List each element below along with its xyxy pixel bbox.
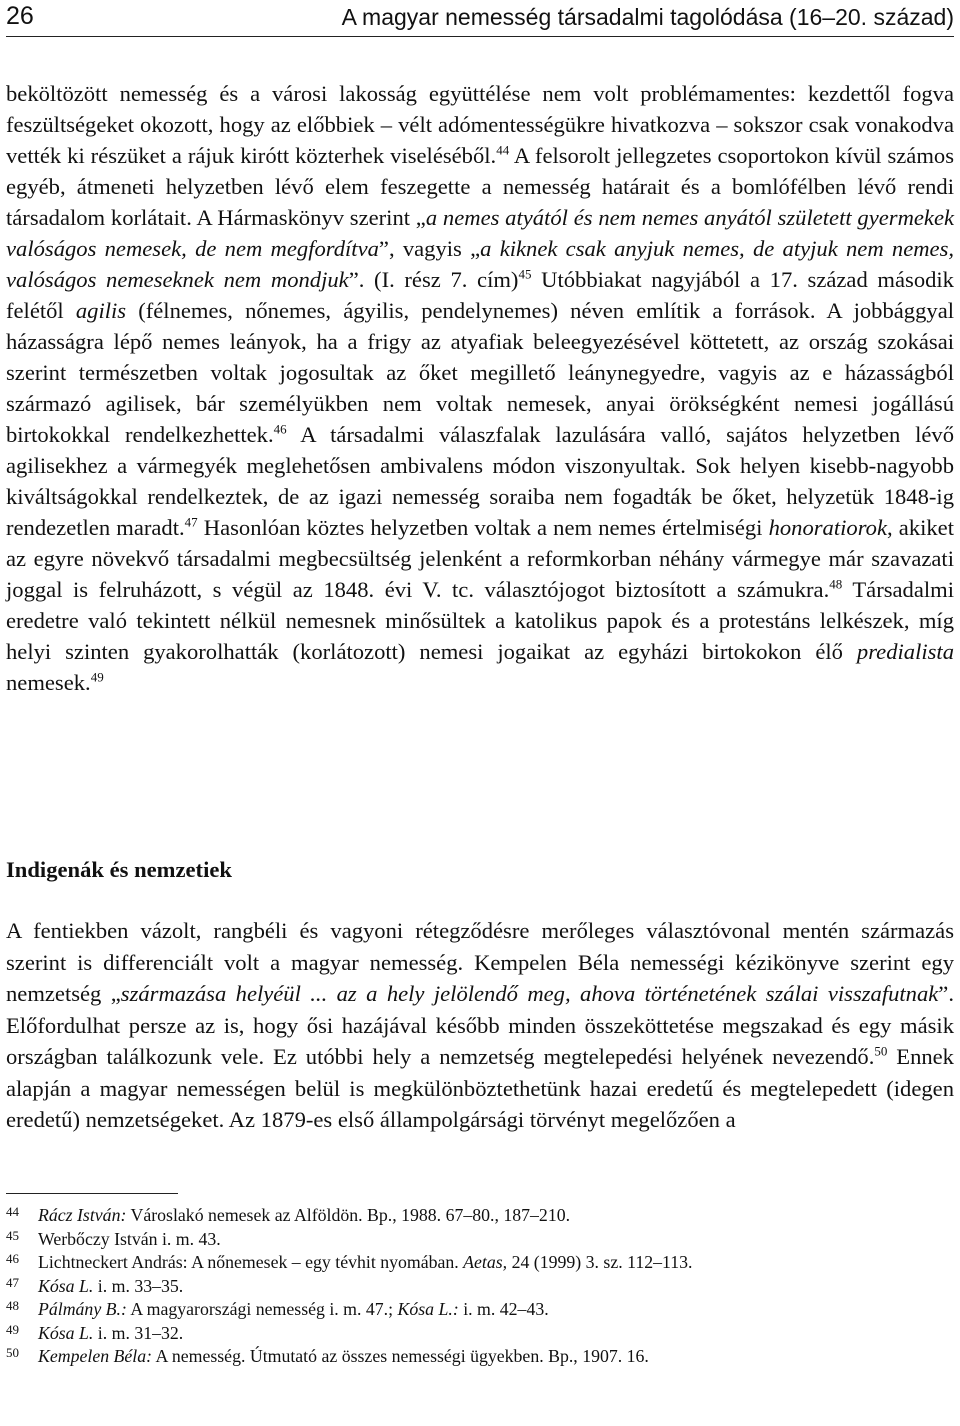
footnote-44 bbox=[6, 1204, 950, 1228]
footnote-rule bbox=[6, 1193, 178, 1194]
footnote-49 bbox=[6, 1322, 950, 1346]
footnote-ref: 48 bbox=[829, 576, 843, 592]
footnote-ref: 47 bbox=[184, 514, 198, 530]
text-run: i. m. 33–35. bbox=[93, 1275, 184, 1296]
footnote-ref: 46 bbox=[273, 421, 287, 437]
text-run: 24 (1999) 3. sz. 112–113. bbox=[507, 1252, 693, 1272]
italic-text: Kósa L.: bbox=[397, 1299, 459, 1319]
footnote-number: 45 bbox=[6, 1227, 19, 1243]
footnote-number: 47 bbox=[6, 1274, 19, 1290]
footnote-number: 46 bbox=[6, 1251, 19, 1266]
footnote-45 bbox=[6, 1228, 950, 1252]
italic-text: Rácz István: bbox=[38, 1205, 127, 1225]
text-run: (félnemes, nőnemes, ágyilis, pendelynemes) néven említik a források. A jobbággyal házasságra lépő nemes leányok, ha a frigy az atyafiak beleegyezésével köttetett, az ország szokásai szerint természetben voltak jogosultak az őket megillető leánynegyedre, vagyis az e házasságból származó agilisek, bár személyükben nem voltak nemesek, anyai örökségként nemesi jogállású birtokokkal rendelkezhettek. bbox=[6, 298, 954, 447]
footnote-number: 50 bbox=[6, 1345, 19, 1360]
italic-text: Aetas, bbox=[463, 1252, 508, 1272]
text-run: ”. Előfordulhat persze az is, hogy ősi hazájával később minden összeköttetése megszakad és egy másik országban találkozunk vele. Ez utóbbi hely a nemzetség megtelepedési helyének nevezendő. bbox=[6, 981, 954, 1069]
italic-text: honoratiorok bbox=[768, 515, 887, 540]
text-run: ”. (I. rész 7. cím) bbox=[348, 267, 519, 292]
footnote-ref: 45 bbox=[518, 266, 532, 282]
italic-text: származása helyéül ... az a hely jelölendő meg, ahova történetének szálai visszafutnak bbox=[120, 981, 939, 1006]
text-run: nemesek. bbox=[6, 670, 91, 695]
body-text-2 bbox=[6, 915, 954, 1136]
paragraph-2 bbox=[6, 915, 954, 1136]
text-run: Werbőczy István i. m. 43. bbox=[38, 1228, 221, 1249]
footnote-number: 44 bbox=[6, 1204, 19, 1219]
footnote-46 bbox=[6, 1251, 950, 1275]
italic-text: Kósa L. bbox=[38, 1275, 94, 1296]
italic-text: a kiknek csak anyjuk nemes, de atyjuk nem nemes, valóságos nemeseknek nem mondjuk bbox=[6, 236, 955, 292]
footnotes bbox=[6, 1204, 950, 1369]
footnote-47 bbox=[6, 1275, 950, 1299]
text-run: Utóbbiakat nagyjából a 17. század második felétől bbox=[6, 267, 954, 323]
text-run: A fentiekben vázolt, rangbéli és vagyoni rétegződésre merőleges választóvonal mentén származás szerint is differenciált volt a magyar nemesség. Kempelen Béla nemességi kézikönyve szerint egy nemzetség „ bbox=[6, 918, 954, 1006]
page-number: 26 bbox=[6, 2, 34, 30]
footnote-50 bbox=[6, 1345, 950, 1369]
italic-text: agilis bbox=[75, 298, 127, 323]
footnote-ref: 44 bbox=[496, 142, 510, 158]
text-run: , akiket az egyre növekvő társadalmi megbecsültség jelenként a reformkorban néhány vármegye már szavazati joggal is felruházott, s végül az 1848. évi V. tc. választójogot biztosított a számukra. bbox=[6, 515, 954, 602]
paragraph-1 bbox=[6, 78, 954, 698]
footnote-48 bbox=[6, 1298, 950, 1322]
footnote-number: 48 bbox=[6, 1298, 19, 1313]
footnote-ref: 50 bbox=[874, 1043, 888, 1059]
page-header bbox=[6, 2, 954, 34]
text-run: Városlakó nemesek az Alföldön. Bp., 1988. 67–80., 187–210. bbox=[126, 1205, 571, 1225]
text-run: Lichtneckert András: A nőnemesek – egy tévhit nyomában. bbox=[38, 1252, 464, 1272]
text-run: Hasonlóan köztes helyzetben voltak a nem nemes értelmiségi bbox=[197, 515, 769, 540]
header-rule bbox=[6, 36, 954, 37]
text-run: Társadalmi eredetre való tekintett nélkül nemesnek minősültek a katolikus papok és a protestáns lelkészek, míg helyi szinten gyakorolhatták (korlátozott) nemesi jogaikat az egyházi birtokokon élő bbox=[6, 577, 954, 664]
text-run: beköltözött nemesség és a városi lakosság együttélése nem volt problémamentes: kezdettől fogva feszültségeket okozott, hogy az előbbiek – vélt adómentességükre hivatkozva – sokszor csak vonakodva vették ki részüket a rájuk kirótt közterhek viseléséből. bbox=[6, 81, 954, 168]
italic-text: predialista bbox=[856, 639, 954, 664]
italic-text: Pálmány B.: bbox=[38, 1299, 127, 1319]
text-run: A nemesség. Útmutató az összes nemességi ügyekben. Bp., 1907. 16. bbox=[152, 1346, 649, 1366]
text-run: A felsorolt jellegzetes csoportokon kívül számos egyéb, átmeneti helyzetben lévő elem feszegette a nemesség határait és a bomlófélben lévő rendi társadalom korlátait. A Hármaskönyv szerint „ bbox=[6, 143, 954, 230]
italic-text: Kempelen Béla: bbox=[38, 1346, 153, 1366]
footnote-number: 49 bbox=[6, 1321, 19, 1337]
text-run: i. m. 31–32. bbox=[93, 1322, 184, 1343]
text-run: i. m. 42–43. bbox=[458, 1299, 549, 1319]
running-title: A magyar nemesség társadalmi tagolódása (16–20. század) bbox=[341, 4, 954, 30]
text-run: A magyarországi nemesség i. m. 47.; bbox=[126, 1299, 398, 1319]
footnote-ref: 49 bbox=[90, 669, 104, 685]
italic-text: Kósa L. bbox=[38, 1322, 94, 1343]
text-run: A társadalmi válaszfalak lazulására valló, sajátos helyzetben lévő agilisekhez a vármegyék meglehetősen ambivalens módon viszonyultak. Sok helyen kisebb-nagyobb kiváltságokkal rendelkeztek, de az igazi nemesség soraiba nem fogadták be őket, helyzetük 1848-ig rendezetlen maradt. bbox=[6, 422, 954, 540]
italic-text: a nemes atyától és nem nemes anyától született gyermekek valóságos nemesek, de nem megfordítva bbox=[6, 205, 955, 261]
text-run: ”, vagyis „ bbox=[378, 236, 481, 261]
body-text bbox=[6, 78, 954, 698]
text-run: Ennek alapján a magyar nemességen belül is megkülönböztethetünk hazai eredetű és megtelepedett (idegen eredetű) nemzetségeket. Az 1879-es első állampolgársági törvényt megelőzően a bbox=[6, 1044, 954, 1132]
section-heading: Indigenák és nemzetiek bbox=[6, 857, 232, 882]
